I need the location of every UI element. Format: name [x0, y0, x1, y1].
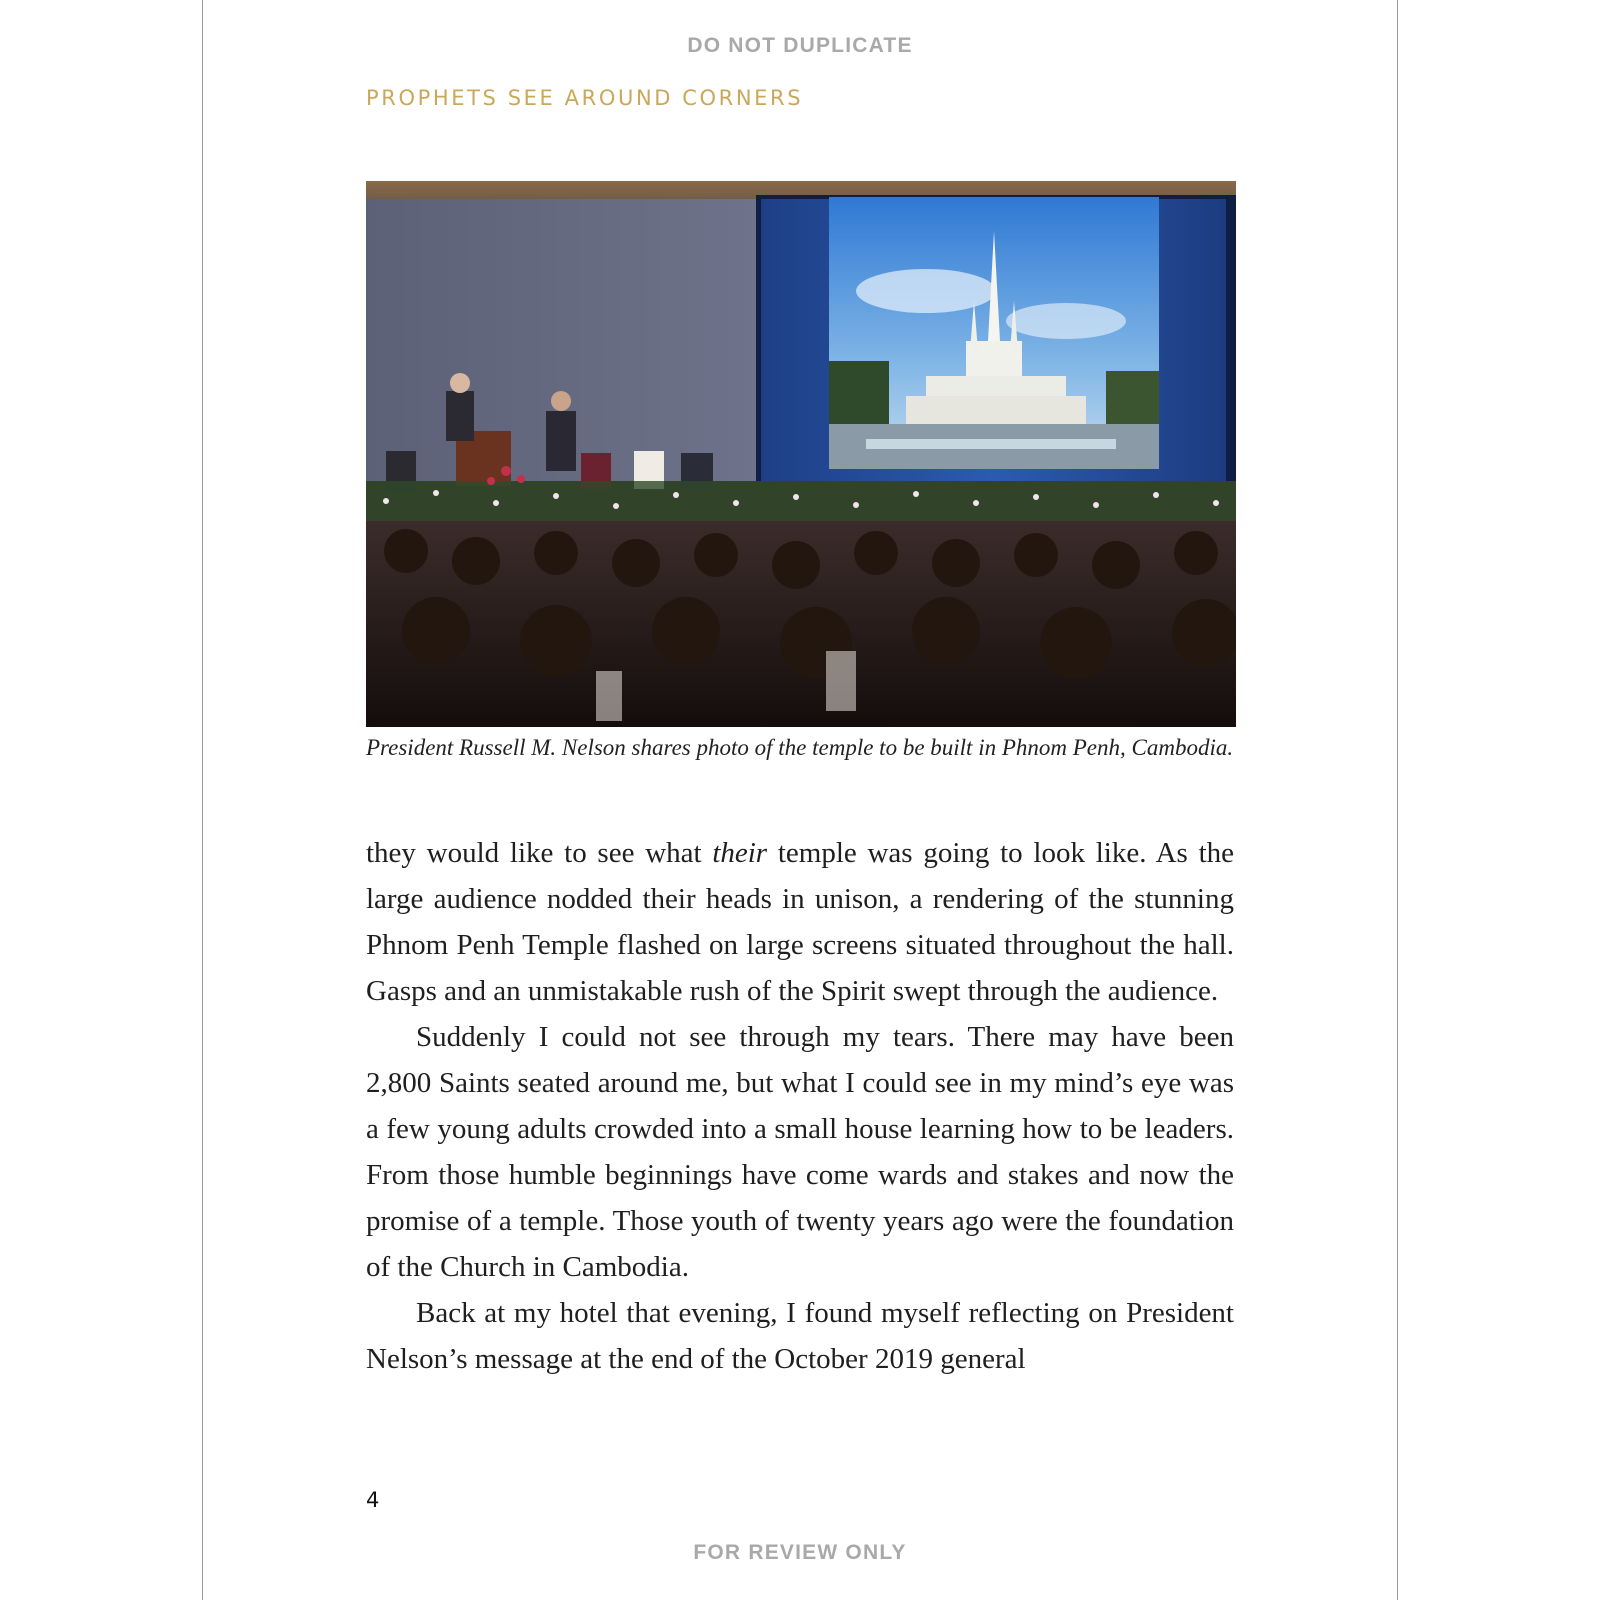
watermark-top: DO NOT DUPLICATE — [687, 34, 913, 57]
watermark-bottom: FOR REVIEW ONLY — [693, 1541, 907, 1564]
body-text — [366, 830, 1234, 1382]
figure-caption: President Russell M. Nelson shares photo of the temple to be built in Phnom Penh, Cambodia. — [366, 735, 1234, 760]
paragraph-1-emphasis: their — [712, 837, 768, 869]
paragraph-3: Back at my hotel that evening, I found myself reflecting on President Nelson’s message at the end of the October 2019 general — [366, 1297, 1234, 1375]
paragraph-1-end: temple was going to look like. As the large audience nodded their heads in unison, a rendering of the stunning Phnom Penh Temple flashed on large screens situated throughout the hall. Gasps and an unmistakable rush of the Spirit swept through the audience. — [366, 837, 1234, 1007]
paragraph-1 — [366, 830, 1234, 1014]
figure-photo — [366, 181, 1236, 727]
running-head: PROPHETS SEE AROUND CORNERS — [366, 86, 804, 110]
page-number: 4 — [366, 1488, 380, 1512]
book-page — [202, 0, 1398, 1600]
paragraph-2: Suddenly I could not see through my tears. There may have been 2,800 Saints seated around me, but what I could see in my mind’s eye was a few young adults crowded into a small house learning how to be leaders. From those humble beginnings have come wards and stakes and now the promise of a temple. Those youth of twenty years ago were the foundation of the Church in Cambodia. — [366, 1021, 1234, 1283]
paragraph-1-start: they would like to see what — [366, 837, 713, 869]
